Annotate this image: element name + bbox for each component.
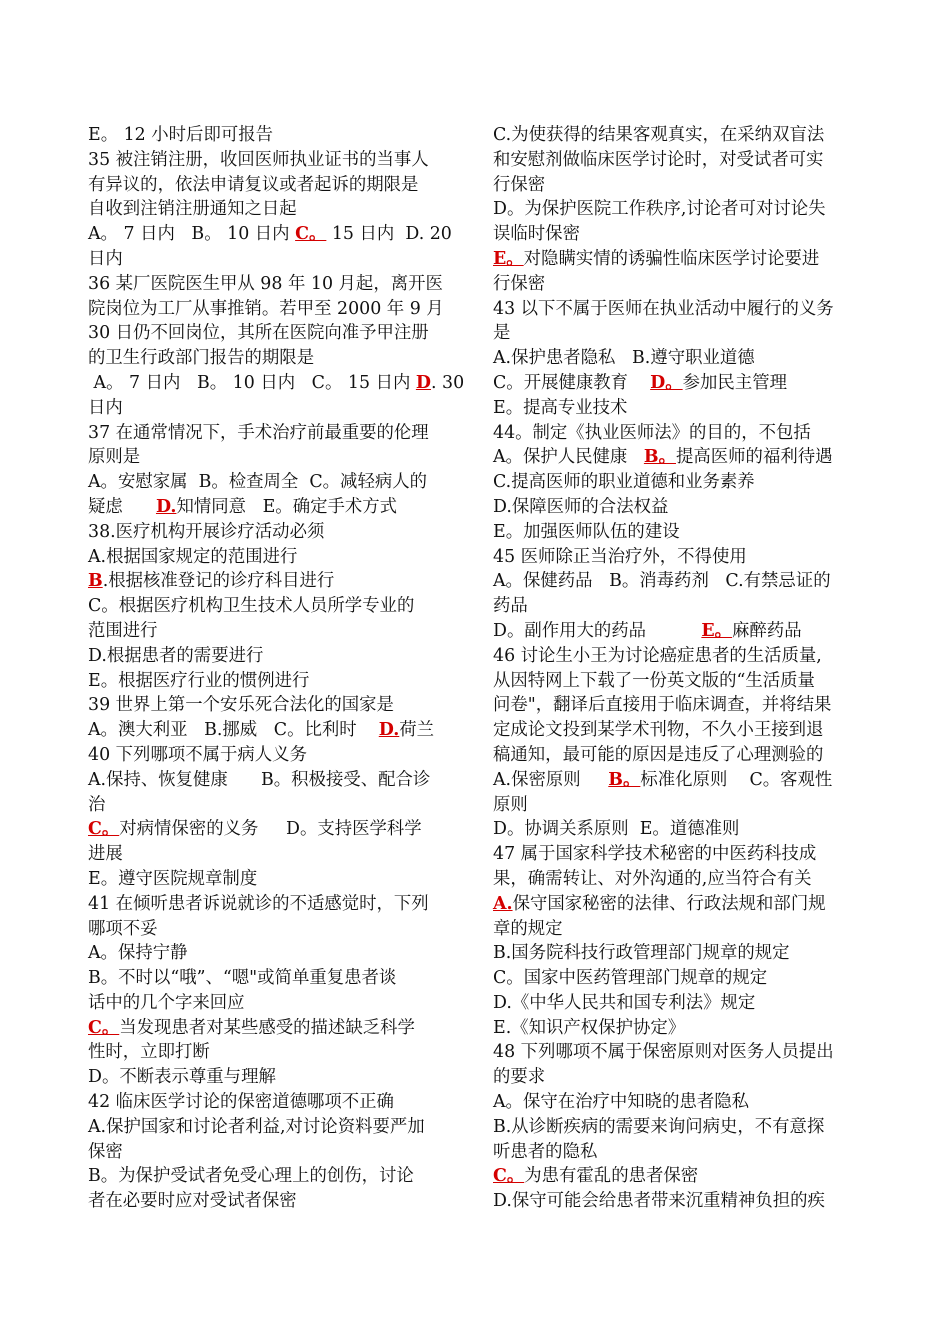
answer-mark: C。 <box>295 224 327 245</box>
text-line <box>493 793 865 818</box>
line-text: 章的规定 <box>493 918 563 939</box>
line-text: 40 下列哪项不属于病人义务 <box>88 744 307 765</box>
line-text: D。为保护医院工作秩序,讨论者可对讨论失 <box>493 199 826 220</box>
text-line <box>493 644 865 669</box>
line-text: C。国家中医药管理部门规章的规定 <box>493 968 768 989</box>
line-text: 稿通知，最可能的原因是违反了心理测验的 <box>493 744 824 765</box>
text-line <box>493 173 865 198</box>
text-line <box>88 1040 460 1065</box>
line-text: 有异议的，依法申请复议或者起诉的期限是 <box>88 174 419 195</box>
text-line <box>88 545 460 570</box>
text-line <box>88 247 460 272</box>
text-line <box>88 396 460 421</box>
text-line <box>88 842 460 867</box>
line-text: 原则是 <box>88 447 141 468</box>
text-line <box>88 1065 460 1090</box>
line-text: 30 日仍不回岗位，其所在医院向准予甲注册 <box>88 323 429 344</box>
line-text: 38.医疗机构开展诊疗活动必须 <box>88 521 325 542</box>
text-line <box>493 1115 865 1140</box>
line-text: A.保护国家和讨论者利益,对讨论资料要严加 <box>88 1116 425 1137</box>
line-text: 42 临床医学讨论的保密道德哪项不正确 <box>88 1092 394 1113</box>
text-line <box>88 445 460 470</box>
line-text: C。开展健康教育 <box>493 372 651 393</box>
line-text: D.根据患者的需要进行 <box>88 645 264 666</box>
text-line <box>493 842 865 867</box>
answer-mark: E。 <box>701 620 733 641</box>
line-text: 进展 <box>88 844 123 865</box>
text-line <box>493 148 865 173</box>
text-line <box>88 1140 460 1165</box>
text-line <box>493 520 865 545</box>
text-line <box>88 941 460 966</box>
text-line <box>88 272 460 297</box>
text-line <box>88 421 460 446</box>
text-line <box>88 669 460 694</box>
text-line <box>493 669 865 694</box>
line-text: E。加强医师队伍的建设 <box>493 521 680 542</box>
text-line <box>493 1065 865 1090</box>
line-text: D.保守可能会给患者带来沉重精神负担的疾 <box>493 1191 825 1212</box>
text-line <box>88 173 460 198</box>
line-text: D.保障医师的合法权益 <box>493 496 669 517</box>
line-text: 果，确需转让、对外沟通的,应当符合有关 <box>493 868 812 889</box>
line-text: A。 7 日内 B。 10 日内 C。 15 日内 <box>88 372 416 393</box>
line-text-rest: 参加民主管理 <box>682 372 787 393</box>
text-line <box>88 644 460 669</box>
text-line <box>493 1189 865 1214</box>
text-line <box>88 768 460 793</box>
answer-mark: B。 <box>608 769 641 790</box>
line-text: 者在必要时应对受试者保密 <box>88 1191 297 1212</box>
text-line <box>88 148 460 173</box>
text-line <box>88 991 460 1016</box>
line-text: 36 某厂医院医生甲从 98 年 10 月起，离开医 <box>88 273 443 294</box>
text-line <box>88 495 460 520</box>
line-text: A。保持宁静 <box>88 943 188 964</box>
text-line <box>88 123 460 148</box>
line-text: E。提高专业技术 <box>493 397 628 418</box>
line-text-rest: 麻醉药品 <box>732 620 802 641</box>
right-column <box>493 123 865 1214</box>
line-text-rest: 对病情保密的义务 D。支持医学科学 <box>119 819 422 840</box>
line-text: D。协调关系原则 E。道德准则 <box>493 819 740 840</box>
line-text: 行保密 <box>493 273 546 294</box>
text-line <box>88 817 460 842</box>
answer-mark: D. <box>378 720 400 741</box>
text-line <box>493 421 865 446</box>
left-column <box>88 123 465 1214</box>
text-line <box>88 718 460 743</box>
line-text: A.保持、恢复健康 B。积极接受、配合诊 <box>88 769 431 790</box>
line-text: 话中的几个字来回应 <box>88 992 245 1013</box>
text-line <box>88 569 460 594</box>
text-line <box>88 867 460 892</box>
line-text: E。 12 小时后即可报告 <box>88 125 274 145</box>
line-text: 37 在通常情况下，手术治疗前最重要的伦理 <box>88 422 429 443</box>
text-line <box>493 743 865 768</box>
line-text: 日内 <box>88 397 123 418</box>
answer-mark: D <box>415 372 431 393</box>
text-line <box>88 1016 460 1041</box>
line-text: A。澳大利亚 B.挪威 C。比利时 <box>88 720 379 741</box>
line-text: B。不时以“哦”、“嗯"或简单重复患者谈 <box>88 968 397 989</box>
line-text: 43 以下不属于医师在执业活动中履行的义务 <box>493 298 834 319</box>
text-line <box>88 321 460 346</box>
line-text: 35 被注销注册，收回医师执业证书的当事人 <box>88 149 429 170</box>
line-text-rest: 知情同意 E。确定手术方式 <box>176 496 398 517</box>
text-line <box>493 272 865 297</box>
text-line <box>493 718 865 743</box>
text-line <box>493 1140 865 1165</box>
text-line <box>88 470 460 495</box>
text-line <box>88 371 465 396</box>
line-text: A。 7 日内 B。 10 日内 <box>88 224 296 245</box>
text-line <box>493 297 865 322</box>
line-text: C.提高医师的职业道德和业务素养 <box>493 472 755 493</box>
text-line <box>493 1164 865 1189</box>
answer-mark: C。 <box>493 1166 525 1187</box>
line-text-rest: 15 日内 D. 20 <box>326 224 452 245</box>
line-text: 保密 <box>88 1141 123 1162</box>
text-line <box>88 297 460 322</box>
line-text-rest: 保守国家秘密的法律、行政法规和部门规 <box>512 893 826 914</box>
line-text: A。保护人民健康 <box>493 447 644 468</box>
line-text: 39 世界上第一个安乐死合法化的国家是 <box>88 695 394 716</box>
text-line <box>88 892 460 917</box>
text-line <box>88 619 460 644</box>
text-line <box>493 396 865 421</box>
line-text: 44。制定《执业医师法》的目的，不包括 <box>493 422 811 443</box>
line-text: 48 下列哪项不属于保密原则对医务人员提出 <box>493 1042 834 1063</box>
text-line <box>493 1090 865 1115</box>
text-line <box>88 197 460 222</box>
line-text: 药品 <box>493 596 528 617</box>
text-line <box>493 470 865 495</box>
line-text: C.为使获得的结果客观真实，在采纳双盲法 <box>493 125 825 145</box>
line-text-rest: .根据核准登记的诊疗科目进行 <box>102 571 335 592</box>
line-text-rest: 当发现患者对某些感受的描述缺乏科学 <box>119 1017 415 1038</box>
text-line <box>88 966 460 991</box>
text-line <box>88 520 460 545</box>
answer-mark: A. <box>493 893 513 914</box>
line-text: E。遵守医院规章制度 <box>88 868 258 889</box>
line-text: D.《中华人民共和国专利法》规定 <box>493 992 756 1013</box>
answer-mark: E。 <box>493 248 524 269</box>
line-text: A.根据国家规定的范围进行 <box>88 546 298 567</box>
text-line <box>88 1189 460 1214</box>
line-text: 原则 <box>493 794 528 815</box>
line-text: E。根据医疗行业的惯例进行 <box>88 670 310 691</box>
text-line <box>88 693 460 718</box>
text-line <box>493 867 865 892</box>
text-line <box>88 1090 460 1115</box>
text-line <box>493 1040 865 1065</box>
text-line <box>88 346 460 371</box>
line-text: 日内 <box>88 248 123 269</box>
text-line <box>493 594 865 619</box>
text-line <box>88 222 460 247</box>
text-line <box>493 966 865 991</box>
text-line <box>493 917 865 942</box>
line-text: D。不断表示尊重与理解 <box>88 1067 276 1088</box>
line-text: 听患者的隐私 <box>493 1141 598 1162</box>
line-text: 性时，立即打断 <box>88 1042 210 1063</box>
text-line <box>88 743 460 768</box>
line-text: B。为保护受试者免受心理上的创伤，讨论 <box>88 1166 414 1187</box>
line-text: D。副作用大的药品 <box>493 620 702 641</box>
line-text: 治 <box>88 794 106 815</box>
line-text: 45 医师除正当治疗外，不得使用 <box>493 546 747 567</box>
line-text-rest: 对隐瞒实情的诱骗性临床医学讨论要进 <box>523 248 820 269</box>
line-text: 47 属于国家科学技术秘密的中医药科技成 <box>493 844 817 865</box>
answer-mark: B。 <box>643 447 676 468</box>
line-text: A。保守在治疗中知晓的患者隐私 <box>493 1092 750 1113</box>
text-line <box>493 768 865 793</box>
line-text: B.国务院科技行政管理部门规章的规定 <box>493 943 790 964</box>
line-text: 的卫生行政部门报告的期限是 <box>88 348 315 369</box>
text-line <box>493 817 865 842</box>
text-line <box>88 1115 460 1140</box>
line-text-rest: 标准化原则 C。客观性 <box>640 769 833 790</box>
line-text: A。保健药品 B。消毒药剂 C.有禁忌证的 <box>493 571 831 592</box>
text-line <box>88 917 460 942</box>
line-text: A.保密原则 <box>493 769 609 790</box>
line-text: 41 在倾听患者诉说就诊的不适感觉时，下列 <box>88 893 429 914</box>
text-line <box>493 371 865 396</box>
text-line <box>493 991 865 1016</box>
line-text: C。根据医疗机构卫生技术人员所学专业的 <box>88 596 415 617</box>
text-line <box>493 693 865 718</box>
line-text: B.从诊断疾病的需要来询问病史，不有意探 <box>493 1116 825 1137</box>
line-text: 定成论文投到某学术刊物，不久小王接到退 <box>493 720 824 741</box>
text-line <box>88 793 460 818</box>
text-line <box>493 892 865 917</box>
line-text: 院岗位为工厂从事推销。若甲至 2000 年 9 月 <box>88 298 444 319</box>
line-text: A.保护患者隐私 B.遵守职业道德 <box>493 348 755 369</box>
line-text-rest: 荷兰 <box>399 720 435 741</box>
line-text: 的要求 <box>493 1067 546 1088</box>
line-text: 范围进行 <box>88 620 158 641</box>
text-line <box>493 247 865 272</box>
answer-mark: C。 <box>88 819 120 840</box>
text-line <box>493 941 865 966</box>
text-line <box>493 123 865 148</box>
text-line <box>493 321 865 346</box>
answer-mark: B <box>88 571 103 592</box>
line-text: 误临时保密 <box>493 224 580 245</box>
text-line <box>88 1164 460 1189</box>
text-line <box>493 197 865 222</box>
line-text-rest: . 30 <box>430 372 465 393</box>
text-line <box>493 495 865 520</box>
text-line <box>493 619 865 644</box>
answer-mark: D。 <box>650 372 683 393</box>
line-text: A。安慰家属 B。检查周全 C。减轻病人的 <box>88 472 428 493</box>
line-text: 从因特网上下载了一份英文版的“生活质量 <box>493 670 815 691</box>
line-text: 自收到注销注册通知之日起 <box>88 199 297 220</box>
line-text: 哪项不妥 <box>88 918 158 939</box>
text-line <box>493 569 865 594</box>
answer-mark: C。 <box>88 1017 120 1038</box>
text-line <box>493 222 865 247</box>
line-text: 疑虑 <box>88 496 156 517</box>
line-text: 和安慰剂做临床医学讨论时，对受试者可实 <box>493 149 824 170</box>
line-text: 行保密 <box>493 174 546 195</box>
line-text: 46 讨论生小王为讨论癌症患者的生活质量, <box>493 645 822 666</box>
line-text: 是 <box>493 323 511 344</box>
text-line <box>493 1016 865 1041</box>
text-line <box>493 545 865 570</box>
line-text: E.《知识产权保护协定》 <box>493 1017 686 1038</box>
line-text: 问卷"，翻译后直接用于临床调查，并将结果 <box>493 695 832 716</box>
answer-mark: D. <box>155 496 177 517</box>
text-line <box>88 594 460 619</box>
text-line <box>493 346 865 371</box>
line-text-rest: 提高医师的福利待遇 <box>675 447 833 468</box>
line-text-rest: 为患有霍乱的患者保密 <box>524 1166 699 1187</box>
text-line <box>493 445 865 470</box>
